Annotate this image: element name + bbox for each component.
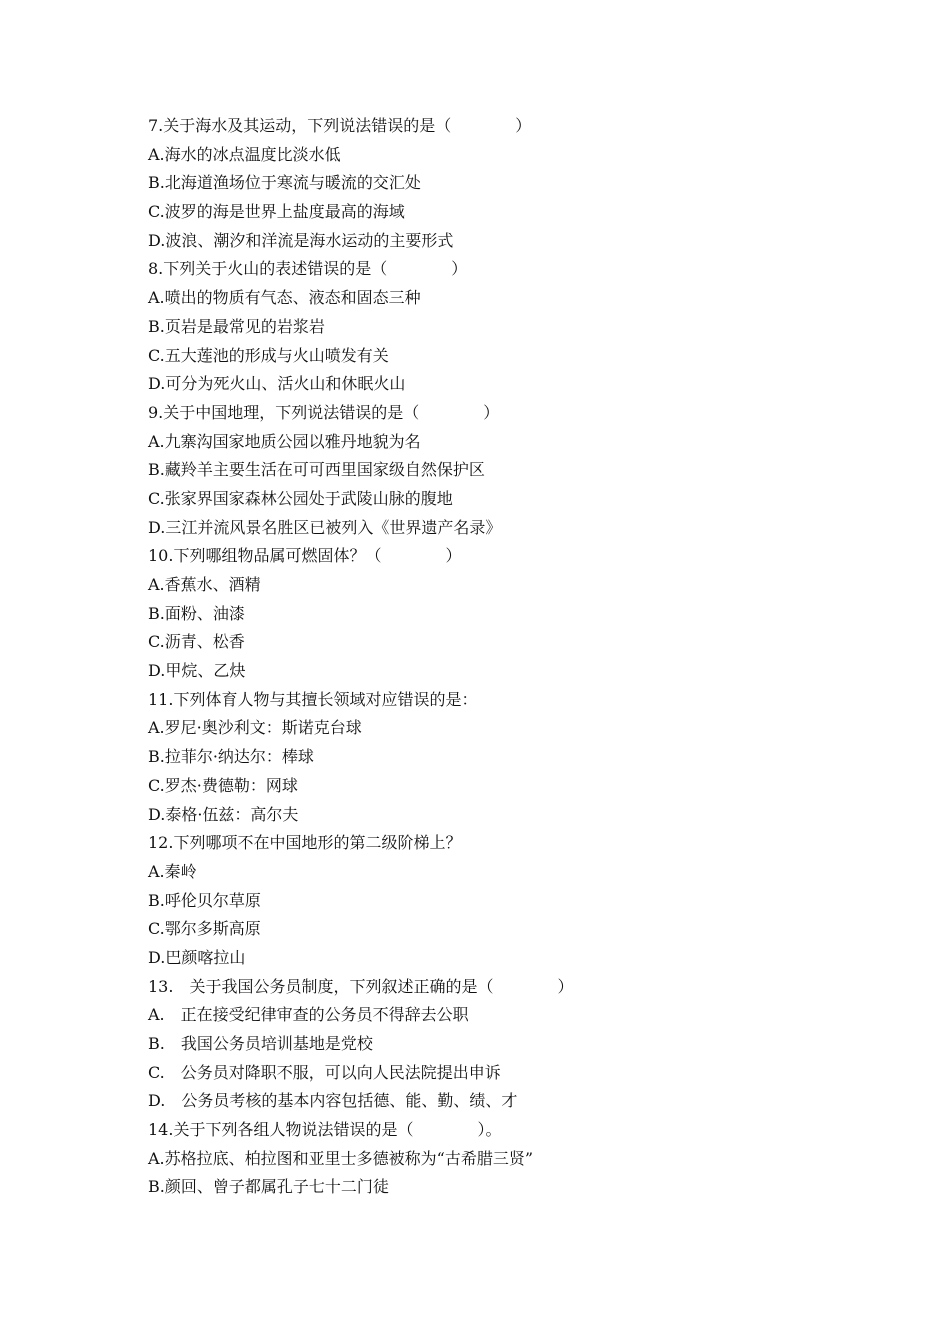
question-7-option-a: A.海水的冰点温度比淡水低 <box>148 144 341 164</box>
question-12-option-d: D.巴颜喀拉山 <box>148 947 246 967</box>
question-12-option-b: B.呼伦贝尔草原 <box>148 890 261 910</box>
question-7-option-d: D.波浪、潮汐和洋流是海水运动的主要形式 <box>148 230 454 250</box>
question-13-option-c: C. 公务员对降职不服，可以向人民法院提出申诉 <box>148 1062 501 1082</box>
question-11-option-c: C.罗杰·费德勒：网球 <box>148 775 298 795</box>
question-7-stem: 7.关于海水及其运动，下列说法错误的是（ ） <box>148 116 532 135</box>
question-9-option-b: B.藏羚羊主要生活在可可西里国家级自然保护区 <box>148 460 485 480</box>
question-8-option-d: D.可分为死火山、活火山和休眠火山 <box>148 374 406 394</box>
question-13-option-d: D. 公务员考核的基本内容包括德、能、勤、绩、才 <box>148 1091 518 1111</box>
question-10-option-d: D.甲烷、乙炔 <box>148 661 246 681</box>
question-14-option-a: A.苏格拉底、柏拉图和亚里士多德被称为“古希腊三贤” <box>148 1148 534 1168</box>
question-7-option-c: C.波罗的海是世界上盐度最高的海域 <box>148 202 405 222</box>
question-12-option-a: A.秦岭 <box>148 861 197 881</box>
question-10-option-a: A.香蕉水、酒精 <box>148 575 261 594</box>
question-9-option-c: C.张家界国家森林公园处于武陵山脉的腹地 <box>148 488 453 508</box>
question-14-stem: 14.关于下列各组人物说法错误的是（ ）。 <box>148 1120 502 1140</box>
question-list <box>148 112 848 1202</box>
question-11-stem: 11.下列体育人物与其擅长领域对应错误的是： <box>148 689 478 709</box>
question-9-option-d: D.三江并流风景名胜区已被列入《世界遗产名录》 <box>148 517 502 537</box>
question-13-option-b: B. 我国公务员培训基地是党校 <box>148 1034 373 1053</box>
question-10-stem: 10.下列哪组物品属可燃固体？（ ） <box>148 546 462 566</box>
question-10-option-b: B.面粉、油漆 <box>148 603 245 623</box>
question-11-option-b: B.拉菲尔·纳达尔：棒球 <box>148 747 314 767</box>
question-8-stem: 8.下列关于火山的表述错误的是（ ） <box>148 259 468 279</box>
question-7-option-b: B.北海道渔场位于寒流与暖流的交汇处 <box>148 173 421 193</box>
question-13-option-a: A. 正在接受纪律审查的公务员不得辞去公职 <box>148 1005 469 1025</box>
question-13-stem: 13. 关于我国公务员制度，下列叙述正确的是（ ） <box>148 976 574 996</box>
question-10-option-c: C.沥青、松香 <box>148 632 245 652</box>
question-12-option-c: C.鄂尔多斯高原 <box>148 919 261 939</box>
question-8-option-a: A.喷出的物质有气态、液态和固态三种 <box>148 288 421 308</box>
question-14-option-b: B.颜回、曾子都属孔子七十二门徒 <box>148 1177 389 1197</box>
question-11-option-d: D.泰格·伍兹：高尔夫 <box>148 804 299 824</box>
question-8-option-b: B.页岩是最常见的岩浆岩 <box>148 316 325 336</box>
question-9-option-a: A.九寨沟国家地质公园以雅丹地貌为名 <box>148 431 421 451</box>
question-11-option-a: A.罗尼·奥沙利文：斯诺克台球 <box>148 718 362 738</box>
question-9-stem: 9.关于中国地理，下列说法错误的是（ ） <box>148 402 500 422</box>
question-12-stem: 12.下列哪项不在中国地形的第二级阶梯上？ <box>148 833 462 853</box>
question-8-option-c: C.五大莲池的形成与火山喷发有关 <box>148 345 389 365</box>
